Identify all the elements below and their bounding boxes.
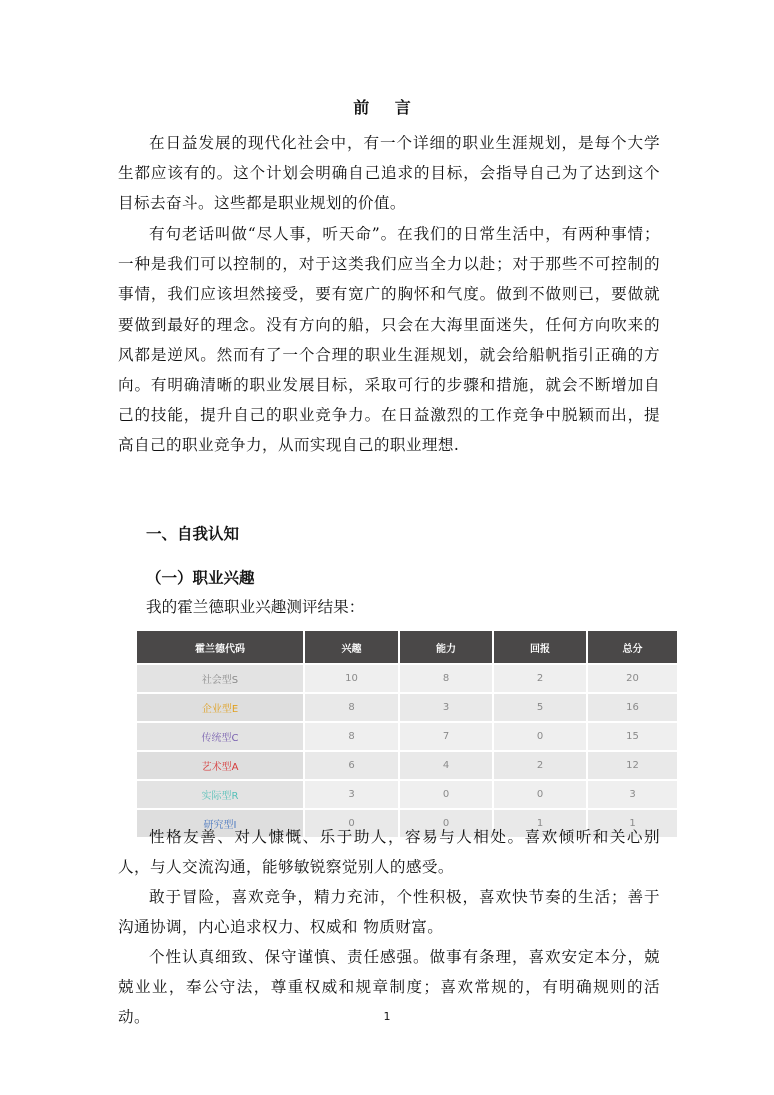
cell-code: 企业型E [137,693,304,722]
table-row [137,722,677,751]
holland-result-table [137,631,677,837]
cell-total: 15 [587,722,677,751]
header-code: 霍兰德代码 [137,631,304,664]
page-number: 1 [383,1010,391,1023]
section-heading-self-awareness: 一、自我认知 [146,525,240,543]
cell-interest: 8 [304,722,399,751]
cell-reward: 0 [493,780,587,809]
cell-ability: 8 [399,664,493,693]
preface-paragraph-2: 有句老话叫做“尽人事，听天命”。在我们的日常生活中，有两种事情；一种是我们可以控制的，对于这类我们应当全力以赴；对于那些不可控制的事情，我们应该坦然接受，要有宽广的胸怀和气度。做到不做则已，要做就要做到最好的理念。没有方向的船，只会在大海里面迷失，任何方向吹来的风都是逆风。然而有了一个合理的职业生涯规划，就会给船帆指引正确的方向。有明确清晰的职业发展目标，采取可行的步骤和措施，就会不断增加自己的技能，提升自己的职业竞争力。在日益激烈的工作竞争中脱颖而出，提高自己的职业竞争力，从而实现自己的职业理想. [118,225,660,455]
cell-code: 艺术型A [137,751,304,780]
cell-total: 20 [587,664,677,693]
cell-code: 传统型C [137,722,304,751]
table-row [137,664,677,693]
enterprising-type-description: 敢于冒险，喜欢竞争，精力充沛，个性积极，喜欢快节奏的生活；善于沟通协调，内心追求权力、权威和 物质财富。 [118,888,660,937]
table-row [137,780,677,809]
cell-interest: 6 [304,751,399,780]
cell-total: 16 [587,693,677,722]
cell-total: 1 [587,809,677,837]
cell-interest: 10 [304,664,399,693]
cell-ability: 0 [399,809,493,837]
preface-title: 前 言 [353,98,421,117]
header-reward: 回报 [493,631,587,664]
cell-interest: 8 [304,693,399,722]
cell-interest: 0 [304,809,399,837]
cell-total: 12 [587,751,677,780]
subsection-heading-career-interest: （一）职业兴趣 [146,569,255,587]
cell-code: 实际型R [137,780,304,809]
cell-reward: 2 [493,664,587,693]
header-ability: 能力 [399,631,493,664]
social-type-description: 性格友善、对人慷慨、乐于助人，容易与人相处。喜欢倾听和关心别人，与人交流沟通，能够敏锐察觉别人的感受。 [118,828,660,877]
cell-ability: 0 [399,780,493,809]
cell-code: 研究型I [137,809,304,837]
header-total: 总分 [587,631,677,664]
holland-result-lead: 我的霍兰德职业兴趣测评结果： [146,598,365,616]
cell-ability: 4 [399,751,493,780]
cell-total: 3 [587,780,677,809]
cell-ability: 7 [399,722,493,751]
header-interest: 兴趣 [304,631,399,664]
table-row [137,693,677,722]
table-row [137,751,677,780]
preface-paragraph-1: 在日益发展的现代化社会中，有一个详细的职业生涯规划，是每个大学生都应该有的。这个计划会明确自己追求的目标，会指导自己为了达到这个目标去奋斗。这些都是职业规划的价值。 [118,134,660,213]
cell-reward: 1 [493,809,587,837]
conventional-type-description: 个性认真细致、保守谨慎、责任感强。做事有条理，喜欢安定本分，兢兢业业，奉公守法，尊重权威和规章制度；喜欢常规的，有明确规则的活动。 [118,948,660,1027]
cell-reward: 0 [493,722,587,751]
table-header-row [137,631,677,664]
cell-ability: 3 [399,693,493,722]
cell-code: 社会型S [137,664,304,693]
cell-reward: 5 [493,693,587,722]
cell-reward: 2 [493,751,587,780]
cell-interest: 3 [304,780,399,809]
